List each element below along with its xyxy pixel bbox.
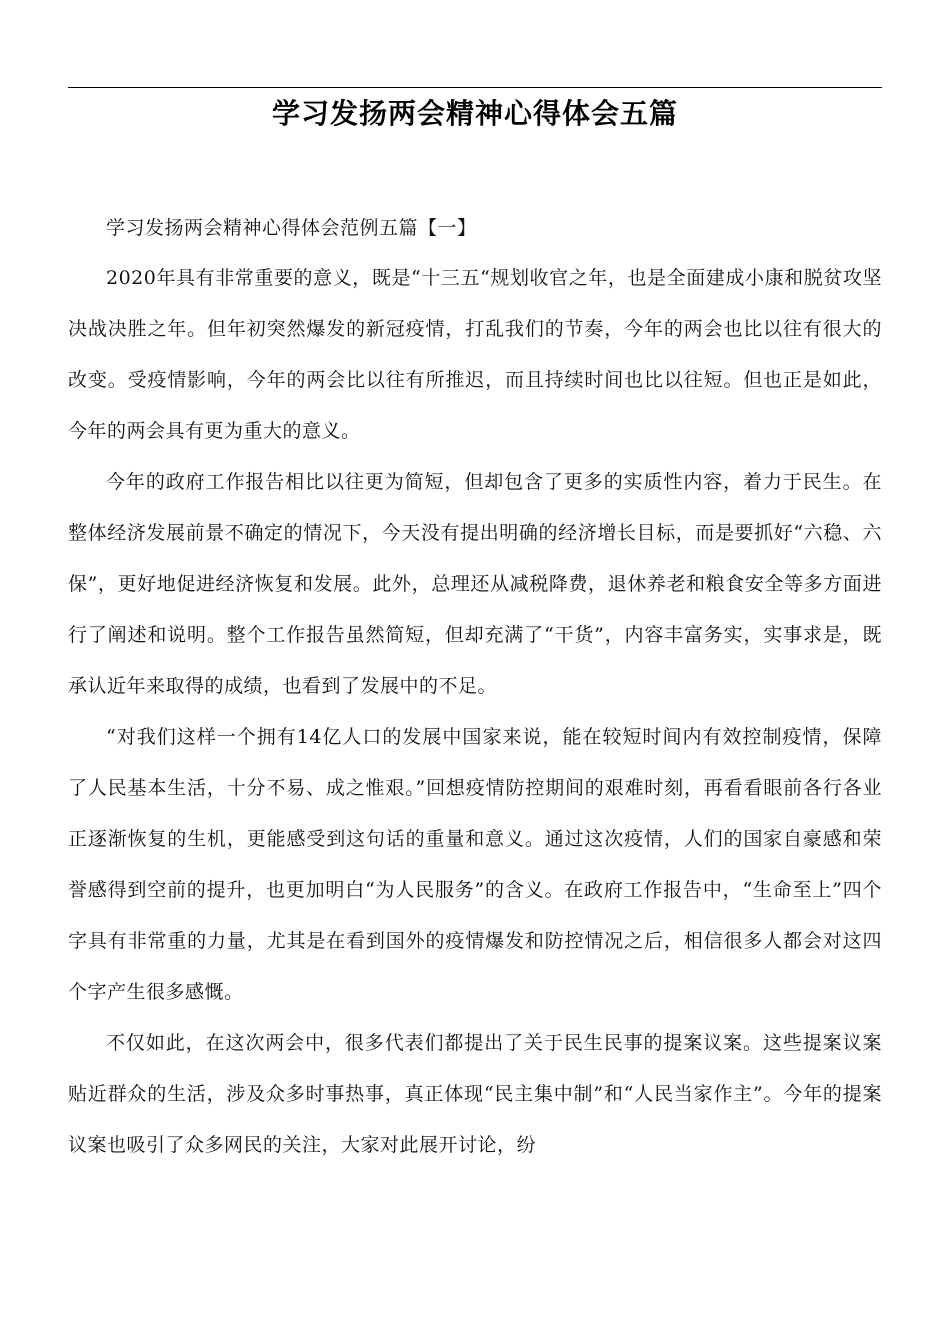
paragraph-3: “对我们这样一个拥有14亿人口的发展中国家来说，能在较短时间内有效控制疫情，保障了人民基本生活，十分不易、成之惟艰。”回想疫情防控期间的艰难时刻，再看看眼前各行各业正逐渐恢复的生机，更能感受到这句话的重量和意义。通过这次疫情，人们的国家自豪感和荣誉感得到空前的提升，也更加明白“为人民服务”的含义。在政府工作报告中，“生命至上”四个字具有非常重的力量，尤其是在看到国外的疫情爆发和防控情况之后，相信很多人都会对这四个字产生很多感慨。	[68, 726, 882, 1003]
document-body	[68, 205, 882, 1171]
paragraph-2: 今年的政府工作报告相比以往更为简短，但却包含了更多的实质性内容，着力于民生。在整体经济发展前景不确定的情况下，今天没有提出明确的经济增长目标，而是要抓好“六稳、六保”，更好地促进经济恢复和发展。此外，总理还从减税降费，退休养老和粮食安全等多方面进行了阐述和说明。整个工作报告虽然简短，但却充满了“干货”，内容丰富务实，实事求是，既承认近年来取得的成绩，也看到了发展中的不足。	[68, 471, 882, 697]
section-subheading: 学习发扬两会精神心得体会范例五篇【一】	[106, 217, 477, 239]
header-rule	[68, 87, 882, 88]
paragraph-4: 不仅如此，在这次两会中，很多代表们都提出了关于民生民事的提案议案。这些提案议案贴近群众的生活，涉及众多时事热事，真正体现“民主集中制”和“人民当家作主”。今年的提案议案也吸引了众多网民的关注，大家对此展开讨论，纷	[68, 1032, 882, 1156]
document-title: 学习发扬两会精神心得体会五篇	[271, 97, 678, 130]
paragraph-1: 2020年具有非常重要的意义，既是“十三五“规划收官之年，也是全面建成小康和脱贫攻坚决战决胜之年。但年初突然爆发的新冠疫情，打乱我们的节奏，今年的两会也比以往有很大的改变。受疫情影响，今年的两会比以往有所推迟，而且持续时间也比以往短。但也正是如此，今年的两会具有更为重大的意义。	[68, 267, 882, 442]
